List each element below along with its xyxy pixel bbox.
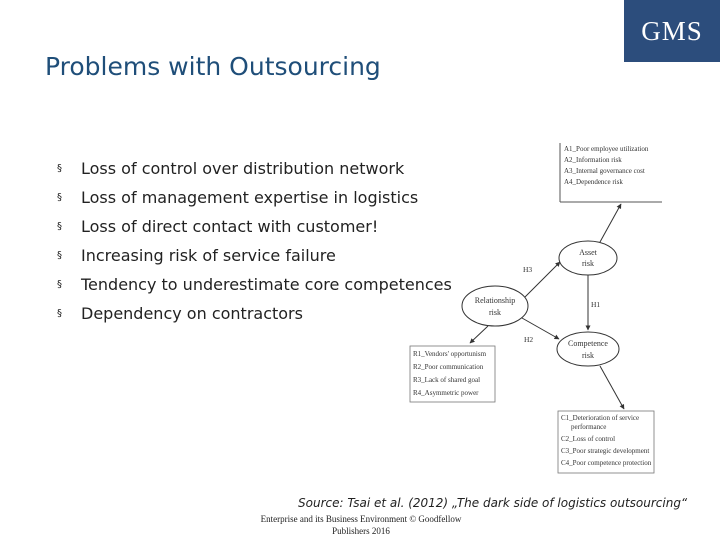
relationship-node-label-2: risk <box>489 308 501 317</box>
bullet-item <box>57 270 452 299</box>
footer-line-1: Enterprise and its Business Environment © Goodfellow <box>260 514 462 524</box>
asset-factor-2: A2_Information risk <box>564 156 622 164</box>
bullet-text: Loss of control over distribution network <box>81 159 405 178</box>
bullet-item <box>57 212 452 241</box>
slide-title: Problems with Outsourcing <box>45 52 381 81</box>
relationship-node-label-1: Relationship <box>474 296 516 305</box>
asset-node-label-1: Asset <box>579 248 597 257</box>
bullet-text: Increasing risk of service failure <box>81 246 336 265</box>
footer <box>240 513 482 537</box>
competence-factor-3: C3_Poor strategic development <box>561 447 650 455</box>
h2-label: H2 <box>524 335 534 344</box>
gms-logo <box>624 0 720 62</box>
competence-risk-node <box>557 332 619 366</box>
footer-line-2: Publishers 2016 <box>332 526 390 536</box>
arrow-relationship-to-factors <box>470 326 488 343</box>
bullet-marker: § <box>57 221 62 232</box>
source-citation: Source: Tsai et al. (2012) „The dark side of logistics outsourcing“ <box>298 496 688 510</box>
bullet-text: Loss of direct contact with customer! <box>81 217 379 236</box>
h1-label: H1 <box>591 300 601 309</box>
competence-factor-2: C2_Loss of control <box>561 435 616 443</box>
bullet-marker: § <box>57 279 62 290</box>
relationship-factor-3: R3_Lack of shared goal <box>413 376 481 384</box>
asset-factors-box <box>560 143 662 202</box>
competence-factors-box <box>558 411 654 473</box>
bullet-item <box>57 241 452 270</box>
competence-factor-1b: performance <box>571 423 607 431</box>
bullet-text: Loss of management expertise in logistics <box>81 188 419 207</box>
bullet-list <box>57 154 452 328</box>
relationship-factor-4: R4_Asymmetric power <box>413 389 479 397</box>
competence-node-label-1: Competence <box>568 339 608 348</box>
asset-factor-4: A4_Dependence risk <box>564 178 623 186</box>
risk-model-diagram <box>400 136 695 481</box>
competence-factor-4: C4_Poor competence protection <box>561 459 652 467</box>
bullet-item <box>57 154 452 183</box>
relationship-factors-box <box>410 346 495 402</box>
asset-risk-node <box>559 241 617 275</box>
bullet-text: Dependency on contractors <box>81 304 303 323</box>
bullet-marker: § <box>57 308 62 319</box>
bullet-text: Tendency to underestimate core competences <box>81 275 452 294</box>
h3-label: H3 <box>523 265 533 274</box>
bullet-marker: § <box>57 192 62 203</box>
relationship-factor-1: R1_Vendors' opportunism <box>413 350 487 358</box>
arrow-asset-to-factors <box>600 204 621 242</box>
arrow-competence-to-factors <box>600 366 624 409</box>
competence-node-label-2: risk <box>582 351 594 360</box>
competence-factor-1: C1_Deterioration of service <box>561 414 640 422</box>
relationship-factor-2: R2_Poor communication <box>413 363 484 371</box>
asset-node-label-2: risk <box>582 259 594 268</box>
asset-factor-1: A1_Poor employee utilization <box>564 145 649 153</box>
bullet-marker: § <box>57 250 62 261</box>
logo-text: GMS <box>641 15 703 46</box>
bullet-item <box>57 183 452 212</box>
asset-factor-3: A3_Internal governance cost <box>564 167 645 175</box>
bullet-item <box>57 299 452 328</box>
bullet-marker: § <box>57 163 62 174</box>
relationship-risk-node <box>462 286 528 326</box>
